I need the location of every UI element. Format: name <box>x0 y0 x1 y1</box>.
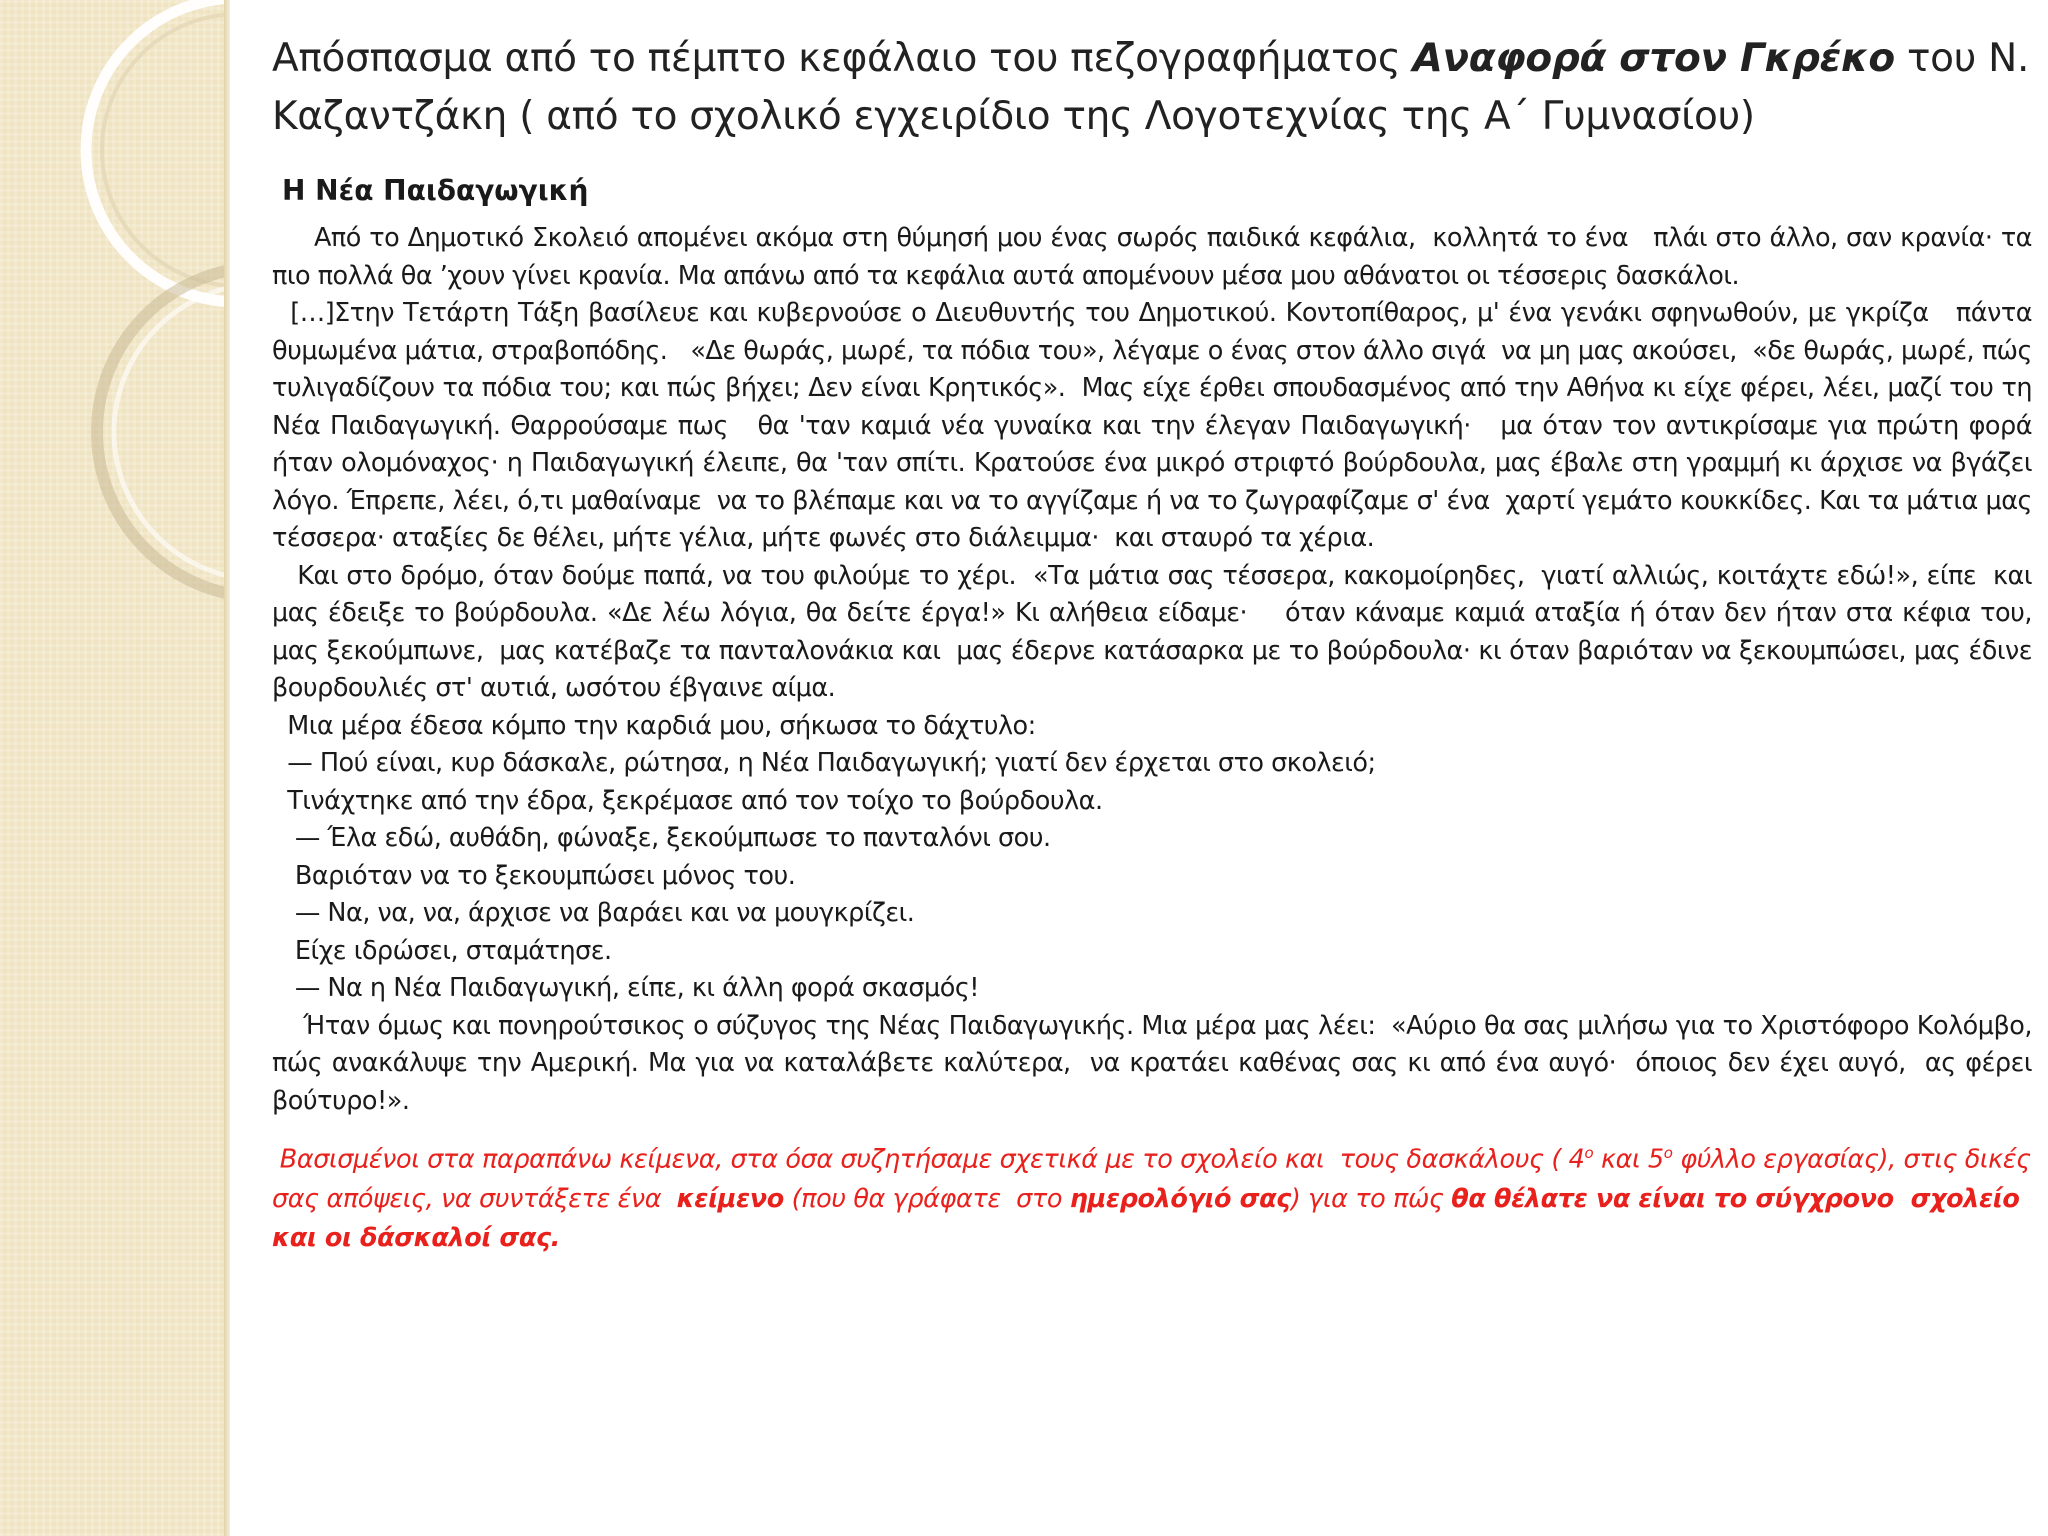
excerpt-paragraph: — Έλα εδώ, αυθάδη, φώναξε, ξεκούμπωσε το πανταλόνι σου. <box>272 823 1051 853</box>
assignment-instructions <box>272 1134 2039 1258</box>
assignment-text: (που θα γράφατε στο <box>783 1183 1070 1214</box>
excerpt-paragraph: Και στο δρόμο, όταν δούμε παπά, να του φιλούμε το χέρι. «Τα μάτια σας τέσσερα, κακομοίρηδες, γιατί αλλιώς, κοιτάχτε εδώ!», είπε και μας έδειξε το βούρδουλα. «Δε λέω λόγια, θα δείτε έργα!» Κι αλήθεια είδαμε· όταν κάναμε καμιά αταξία ή όταν δεν ήταν στα κέφια του, μας ξεκούμπωνε, μας κατέβαζε τα πανταλονάκια και μας έδερνε κατάσαρκα με το βούρδουλα· κι όταν βαριόταν να ξεκουμπώσει, μας έδινε βουρδουλιές στ' αυτιά, ωσότου έβγαινε αίμα. <box>272 560 2048 703</box>
excerpt-paragraph: Τινάχτηκε από την έδρα, ξεκρέμασε από τον τοίχο το βούρδουλα. <box>272 785 1103 816</box>
excerpt-paragraph: Είχε ιδρώσει, σταμάτησε. <box>272 935 612 966</box>
assignment-text: φύλλο εργασίας), στις δικές σας απόψεις, να συντάξετε ένα <box>272 1144 2039 1214</box>
excerpt-paragraph: Από το Δημοτικό Σκολειό απομένει ακόμα στη θύμησή μου ένας σωρός παιδικά κεφάλια, κολλητά το ένα πλάι στο άλλο, σαν κρανία· τα πιο πολλά θα ’χουν γίνει κρανία. Μα απάνω από τα κεφάλια αυτά απομένουν μέσα μου αθάνατοι οι τέσσερις δασκάλοι. <box>272 223 2040 291</box>
excerpt-paragraph: — Να η Νέα Παιδαγωγική, είπε, κι άλλη φορά σκασμός! <box>272 973 980 1003</box>
excerpt-paragraph: Μια μέρα έδεσα κόμπο την καρδιά μου, σήκωσα το δάχτυλο: <box>272 710 1036 741</box>
excerpt-paragraph: Βαριόταν να το ξεκουμπώσει μόνος του. <box>272 860 796 891</box>
assignment-bold: ημερολόγιό σας <box>1069 1183 1291 1214</box>
assignment-text: ) για το πώς <box>1290 1183 1452 1214</box>
section-heading: Η Νέα Παιδαγωγική <box>282 174 589 207</box>
excerpt-paragraph: Ήταν όμως και πονηρούτσικος ο σύζυγος της Νέας Παιδαγωγικής. Μια μέρα μας λέει: «Αύριο θα σας μιλήσω για το Χριστόφορο Κολόμβο, πώς ανακάλυψε την Αμερική. Μα για να καταλάβετε καλύτερα, να κρατάει καθένας σας κι από ένα αυγό· όποιος δεν έχει αυγό, ας φέρει βούτυρο!». <box>272 1010 2048 1116</box>
assignment-bold: θα θέλατε να είναι το σύγχρονο σχολείο και οι δάσκαλοί σας. <box>272 1183 2028 1253</box>
title-text-1: Απόσπασμα από το πέμπτο κεφάλαιο του πεζογραφήματος <box>272 36 1413 81</box>
slide-title <box>272 30 2032 146</box>
assignment-sup: ο <box>1584 1144 1594 1162</box>
assignment-sup: ο <box>1663 1144 1673 1162</box>
assignment-bold: κείμενο <box>676 1183 784 1214</box>
band-edge <box>224 0 230 1536</box>
slide-content <box>272 30 2048 1258</box>
decorative-side-band <box>0 0 228 1536</box>
assignment-text: Βασισμένοι στα παραπάνω κείμενα, στα όσα συζητήσαμε σχετικά με το σχολείο και τους δασκάλους ( 4 <box>272 1144 1585 1175</box>
decorative-rings <box>0 0 228 720</box>
title-text-2: του Ν. Καζαντζάκη ( από το σχολικό εγχειρίδιο της Λογοτεχνίας της Α΄ Γυμνασίου) <box>272 36 2030 139</box>
excerpt-paragraph: […]Στην Τετάρτη Τάξη βασίλευε και κυβερνούσε ο Διευθυντής του Δημοτικού. Κοντοπίθαρος, μ' ένα γενάκι σφηνωθούν, με γκρίζα πάντα θυμωμένα μάτια, στραβοπόδης. «Δε θωράς, μωρέ, τα πόδια του», λέγαμε ο ένας στον άλλο σιγά να μη μας ακούσει, «δε θωράς, μωρέ, πώς τυλιγαδίζουν τα πόδια του; και πώς βήχει; Δεν είναι Κρητικός». Μας είχε έρθει σπουδασμένος από την Αθήνα κι είχε φέρει, λέει, μαζί του τη Νέα Παιδαγωγική. Θαρρούσαμε πως θα 'ταν καμιά νέα γυναίκα και την έλεγαν Παιδαγωγική· μα όταν τον αντικρίσαμε για πρώτη φορά ήταν ολομόναχος· η Παιδαγωγική έλειπε, θα 'ταν σπίτι. Κρατούσε ένα μικρό στριφτό βούρδουλα, μας έβαλε στη γραμμή κι άρχισε να βγάζει λόγο. Έπρεπε, λέει, ό,τι μαθαίναμε να το βλέπαμε και να το αγγίζαμε ή να το ζωγραφίζαμε σ' ένα χαρτί γεμάτο κουκκίδες. Και τα μάτια μας τέσσερα· αταξίες δε θέλει, μήτε γέλια, μήτε φωνές στο διάλειμμα· και σταυρό τα χέρια. <box>272 298 2040 553</box>
excerpt-paragraph: — Πού είναι, κυρ δάσκαλε, ρώτησα, η Νέα Παιδαγωγική; γιατί δεν έρχεται στο σκολειό; <box>272 748 1376 778</box>
excerpt-body <box>272 220 2048 1120</box>
excerpt-paragraph: — Να, να, να, άρχισε να βαράει και να μουγκρίζει. <box>272 898 915 928</box>
assignment-text: και 5 <box>1593 1144 1664 1175</box>
title-book-name: Αναφορά στον Γκρέκο <box>1412 36 1895 81</box>
